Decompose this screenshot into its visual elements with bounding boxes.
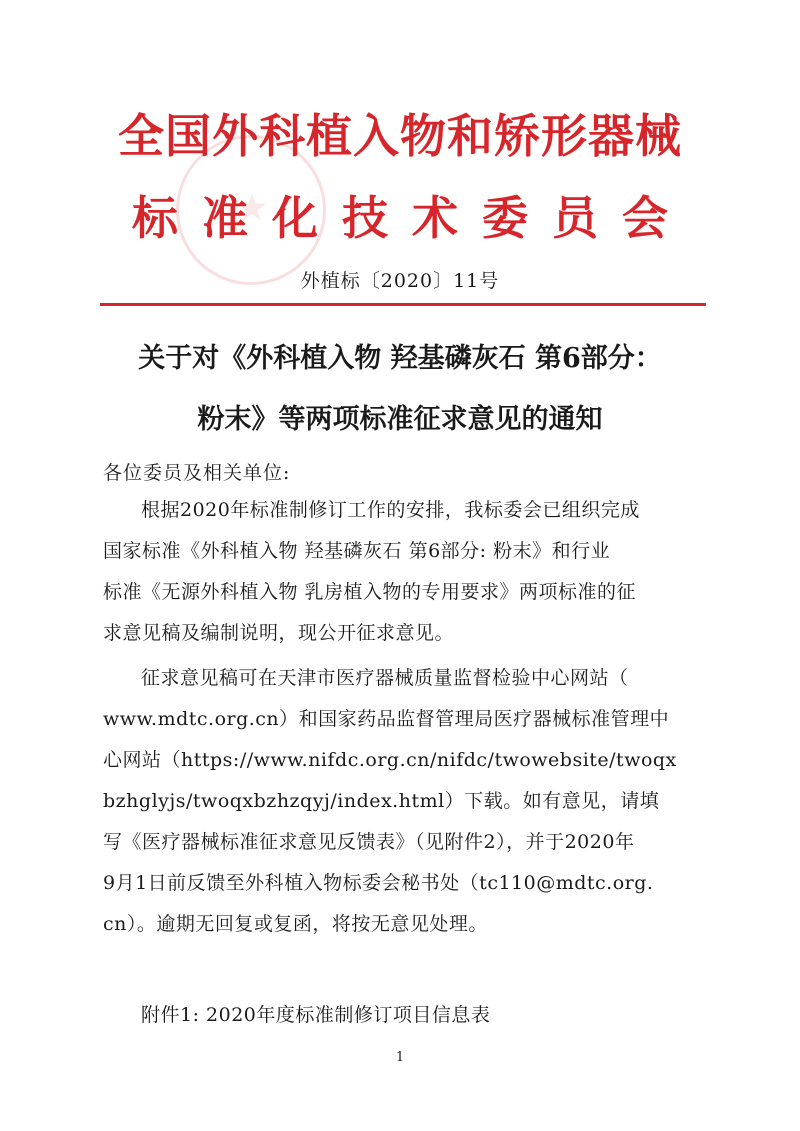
paragraph-2-line: cn）。逾期无回复或复函，将按无意见处理。 [103,913,488,935]
paragraph-2-line: 心网站（https://www.nifdc.org.cn/nifdc/twowebsite/twoqx [103,749,677,771]
paragraph-1 [103,490,703,654]
document-number: 外植标〔2020〕11号 [300,270,500,292]
attachment-note: 附件1: 2020年度标准制修订项目信息表 [141,1004,491,1026]
paragraph-1-line: 求意见稿及编制说明，现公开征求意见。 [103,622,455,644]
organization-name-line-1: 全国外科植入物和矫形器械 [118,109,682,163]
paragraph-2-line: 征求意见稿可在天津市医疗器械质量监督检验中心网站（ [141,667,629,689]
paragraph-1-line: 标准《无源外科植入物 乳房植入物的专用要求》两项标准的征 [103,581,637,603]
salutation: 各位委员及相关单位: [103,462,291,484]
notice-title-line-2: 粉末》等两项标准征求意见的通知 [197,404,603,435]
paragraph-2-line: 9月1日前反馈至外科植入物标委会秘书处（tc110@mdtc.org. [103,872,654,894]
page-number: 1 [395,1050,405,1065]
paragraph-2-line: 写《医疗器械标准征求意见反馈表》（见附件2），并于2020年 [103,831,635,853]
notice-title-line-1: 关于对《外科植入物 羟基磷灰石 第6部分： [138,343,662,374]
header-divider [100,303,706,306]
paragraph-2-line: bzhglyjs/twoqxbzhzqyj/index.html）下载。如有意见，请填 [103,790,660,812]
paragraph-2 [103,658,703,945]
paragraph-2-line: www.mdtc.org.cn）和国家药品监督管理局医疗器械标准管理中 [103,708,670,730]
paragraph-1-line: 国家标准《外科植入物 羟基磷灰石 第6部分: 粉末》和行业 [103,540,611,562]
paragraph-1-line: 根据2020年标准制修订工作的安排，我标委会已组织完成 [141,499,640,521]
organization-name-line-2: 标准化技术委员会 [132,191,692,245]
